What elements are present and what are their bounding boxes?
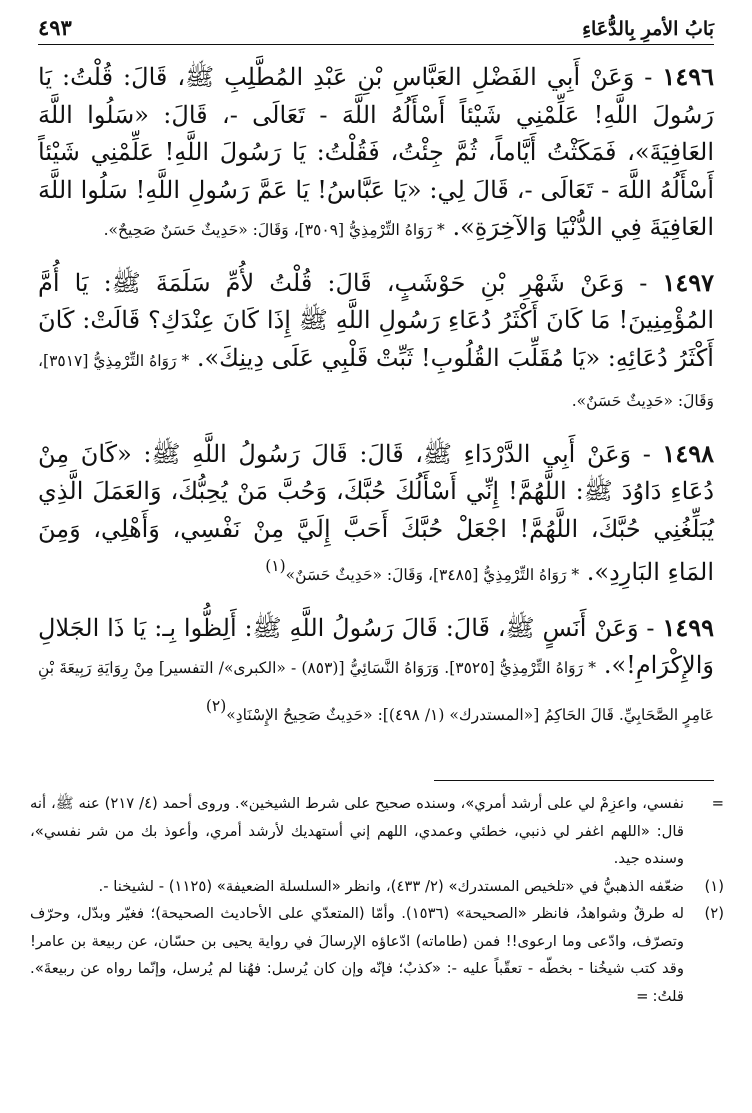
footnote-text: ضعّفه الذهبيُّ في «تلخيص المستدرك» (٢/ ٤٣٣)، وانظر «السلسلة الضعيفة» (١١٢٥) - لشيخنا -. [98, 877, 684, 895]
hadith-1496 [38, 58, 714, 250]
footnote-marker: = [711, 795, 724, 812]
footnote-ref: (١) [265, 557, 286, 575]
page-number: ٤٩٣ [38, 15, 72, 40]
hadith-1498 [38, 435, 714, 595]
page-header [38, 10, 714, 40]
footnotes [30, 790, 724, 1010]
hadith-text: - وَعَنْ أَبِي الدَّرْدَاءِ ﷺ، قَالَ: قَالَ رَسُولُ اللَّهِ ﷺ: «كَانَ مِنْ دُعَاءِ دَاوُدَ ﷺ: اللَّهُمَّ! إِنِّي أَسْأَلُكَ حُبَّكَ، وَحُبَّ مَنْ يُحِبُّكَ، وَالعَمَلَ الَّذِي يُبَلِّغُنِي حُبَّكَ، اللَّهُمَّ! اجْعَلْ حُبَّكَ أَحَبَّ إِلَيَّ مِنْ نَفْسِي، وَأَهْلِي، وَمِنَ المَاءِ البَارِدِ». [38, 439, 715, 586]
footnote-2 [30, 900, 724, 1010]
hadith-text: - وَعَنْ أَنَسٍ ﷺ، قَالَ: قَالَ رَسُولُ اللَّهِ ﷺ: أَلِظُّوا بِـ: يَا ذَا الجَلالِ وَالإِكْرَامِ!». [38, 613, 714, 679]
footnote-text: له طرقٌ وشواهدُ، فانظر «الصحيحة» (١٥٣٦). وأمّا (المتعدّي على الأحاديث الصحيحة)؛ فغيّر وبدّل، وحرّف وتصرّف، وادّعى وما ارعوى!! فمن (طاماته) ادّعاؤه الإرسالَ في رواية يحيى بن حسّان، عن ربيعة بن عامر! وقد كتب شيخُنا - بخطّه - تعقّباً عليه -: «كذبٌ؛ فإنّه وإن كان يُرسل: فهُنا لم يُرسل، وإنّما رواه عن ربيعةَ». قلتُ: [30, 905, 685, 1005]
hadith-source: * رَوَاهُ التِّرْمِذِيُّ [٣٤٨٥]، وَقَالَ: «حَدِيثٌ حَسَنٌ» [285, 566, 580, 584]
footnote-marker: (٢) [704, 905, 724, 922]
continuation-marker: = [636, 987, 649, 1005]
hadith-source: * رَوَاهُ التِّرْمِذِيُّ [٣٥٢٥]. وَرَوَاهُ النَّسَائِيُّ [(٨٥٣) - «الكبرى»/ التفسير] مِنْ رِوَايَةِ رَبِيعَةَ بْنِ عَامِرٍ الصَّحَابِيِّ. قَالَ الحَاكِمُ [«المستدرك» (١/ ٤٩٨)]: «حَدِيثٌ صَحِيحُ الإِسْنَادِ» [38, 659, 714, 724]
header-divider [38, 44, 714, 45]
footnote-text: نفسي، واعزِمْ لي على أرشد أمري»، وسنده صحيح على شرط الشيخين». وروى أحمد (٤/ ٢١٧) عنه ﷺ، أنه قال: «اللهم اغفر لي ذنبي، خطئي وعمدي، اللهم إني أستهديك لأرشد أمري، وأعوذ بك من شر نفسي»، وسنده جيد. [30, 795, 684, 867]
footnote-1 [30, 873, 724, 901]
hadith-source: * رَوَاهُ التِّرْمِذِيُّ [٣٥٠٩]، وَقَالَ: «حَدِيثٌ حَسَنٌ صَحِيحٌ». [103, 221, 445, 239]
hadith-text: - وَعَنْ أَبِي الفَضْلِ العَبَّاسِ بْنِ عَبْدِ المُطَّلِبِ ﷺ، قَالَ: قُلْتُ: يَا رَسُولَ اللَّهِ! عَلِّمْنِي شَيْئاً أَسْأَلُهُ اللَّهَ - تَعَالَى -، قَالَ: «سَلُوا اللَّهَ العَافِيَةَ»، فَمَكَثْتُ أَيَّاماً، ثُمَّ جِئْتُ، فَقُلْتُ: يَا رَسُولَ اللَّهِ! عَلِّمْنِي شَيْئاً أَسْأَلُهُ اللَّهَ - تَعَالَى -، قَالَ لِي: «يَا عَبَّاسُ! يَا عَمَّ رَسُولِ اللَّهِ! سَلُوا اللَّهَ العَافِيَةَ فِي الدُّنْيَا وَالآخِرَةِ». [38, 63, 714, 241]
footnote-divider [434, 780, 714, 781]
hadith-number: ١٤٩٦ [662, 62, 714, 91]
hadith-1497 [38, 264, 714, 421]
hadith-number: ١٤٩٨ [662, 438, 714, 468]
footnote-continued [30, 790, 724, 873]
chapter-title: بَابُ الأمرِ بِالدُّعَاءِ [582, 18, 714, 40]
hadith-source: * رَوَاهُ التِّرْمِذِيُّ [٣٥١٧]، وَقَالَ: «حَدِيثٌ حَسَنٌ». [38, 351, 714, 410]
hadith-list [38, 58, 714, 748]
hadith-number: ١٤٩٩ [662, 612, 714, 642]
hadith-number: ١٤٩٧ [662, 267, 714, 297]
footnote-marker: (١) [704, 877, 724, 895]
footnote-ref: (٢) [205, 696, 227, 715]
hadith-text: - وَعَنْ شَهْرِ بْنِ حَوْشَبٍ، قَالَ: قُلْتُ لأُمِّ سَلَمَةَ ﷺ: يَا أُمَّ المُؤْمِنِينَ! مَا كَانَ أَكْثَرُ دُعَاءِ رَسُولِ اللَّهِ ﷺ إِذَا كَانَ عِنْدَكِ؟ قَالَتْ: كَانَ أَكْثَرُ دُعَائِهِ: «يَا مُقَلِّبَ القُلُوبِ! ثَبِّتْ قَلْبِي عَلَى دِينِكَ». [38, 268, 714, 372]
hadith-1499 [38, 609, 714, 735]
